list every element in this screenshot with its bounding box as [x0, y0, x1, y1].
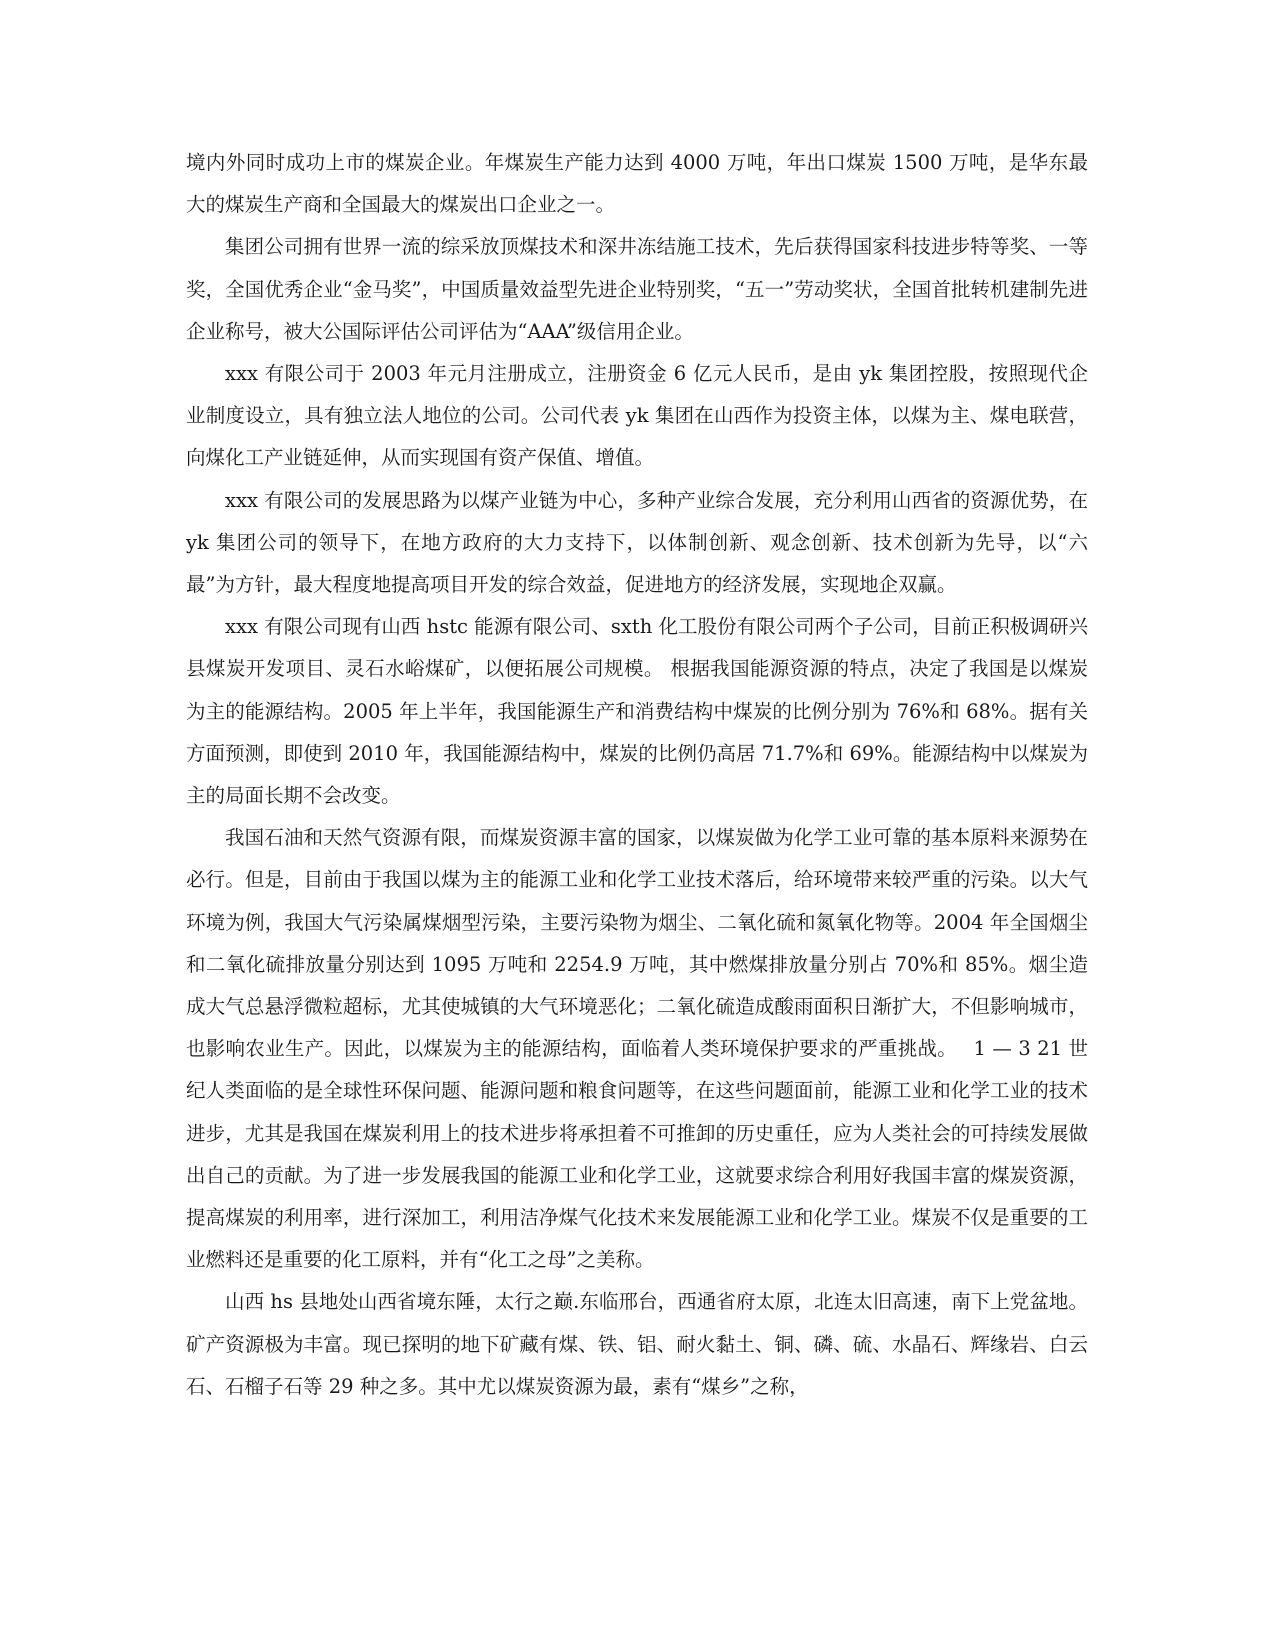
- paragraph-subsidiaries-energy-structure: xxx 有限公司现有山西 hstc 能源有限公司、sxth 化工股份有限公司两个子公司，目前正积极调研兴县煤炭开发项目、灵石水峪煤矿，以便拓展公司规模。 根据我国能源资源的特点，决定了我国是以煤炭为主的能源结构。2005 年上半年，我国能源生产和消费结构中煤炭的比例分别为 76%和 68%。据有关方面预测，即使到 2010 年，我国能源结构中，煤炭的比例仍高居 71.7%和 69%。能源结构中以煤炭为主的局面长期不会改变。: [186, 615, 1088, 808]
- paragraph-pollution-challenges: 我国石油和天然气资源有限，而煤炭资源丰富的国家，以煤炭做为化学工业可靠的基本原料来源势在必行。但是，目前由于我国以煤为主的能源工业和化学工业技术落后，给环境带来较严重的污染。以大气环境为例，我国大气污染属煤烟型污染，主要污染物为烟尘、二氧化硫和氮氧化物等。2004 年全国烟尘和二氧化硫排放量分别达到 1095 万吨和 2254.9 万吨，其中燃煤排放量分别占 70%和 85%。烟尘造成大气总悬浮微粒超标，尤其使城镇的大气环境恶化；二氧化硫造成酸雨面积日渐扩大，不但影响城市，也影响农业生产。因此，以煤炭为主的能源结构，面临着人类环境保护要求的严重挑战。 1 — 3 21 世纪人类面临的是全球性环保问题、能源问题和粮食问题等，在这些问题面前，能源工业和化学工业的技术进步，尤其是我国在煤炭利用上的技术进步将承担着不可推卸的历史重任，应为人类社会的可持续发展做出自己的贡献。为了进一步发展我国的能源工业和化学工业，这就要求综合利用好我国丰富的煤炭资源，提高煤炭的利用率，进行深加工，利用洁净煤气化技术来发展能源工业和化学工业。煤炭不仅是重要的工业燃料还是重要的化工原料，并有“化工之母”之美称。: [186, 826, 1088, 1272]
- paragraph-continuation: 境内外同时成功上市的煤炭企业。年煤炭生产能力达到 4000 万吨，年出口煤炭 1500 万吨，是华东最大的煤炭生产商和全国最大的煤炭出口企业之一。: [186, 151, 1088, 217]
- paragraph-group-honors: 集团公司拥有世界一流的综采放顶煤技术和深井冻结施工技术，先后获得国家科技进步特等奖、一等奖，全国优秀企业“金马奖”，中国质量效益型先进企业特别奖，“五一”劳动奖状，全国首批转机建制先进企业称号，被大公国际评估公司评估为“AAA”级信用企业。: [186, 235, 1088, 343]
- paragraph-county-resources: 山西 hs 县地处山西省境东陲，太行之巅.东临邢台，西通省府太原，北连太旧高速，南下上党盆地。矿产资源极为丰富。现已探明的地下矿藏有煤、铁、铝、耐火黏土、铜、磷、硫、水晶石、辉缘岩、白云石、石榴子石等 29 种之多。其中尤以煤炭资源为最，素有“煤乡”之称，: [186, 1290, 1088, 1398]
- document-body: [186, 142, 1088, 1408]
- paragraph-company-registration: xxx 有限公司于 2003 年元月注册成立，注册资金 6 亿元人民币，是由 yk 集团控股，按照现代企业制度设立，具有独立法人地位的公司。公司代表 yk 集团在山西作为投资主体，以煤为主、煤电联营，向煤化工产业链延伸，从而实现国有资产保值、增值。: [186, 362, 1088, 470]
- paragraph-development-strategy: xxx 有限公司的发展思路为以煤产业链为中心，多种产业综合发展，充分利用山西省的资源优势，在 yk 集团公司的领导下，在地方政府的大力支持下，以体制创新、观念创新、技术创新为先导，以“六最”为方针，最大程度地提高项目开发的综合效益，促进地方的经济发展，实现地企双赢。: [186, 488, 1088, 597]
